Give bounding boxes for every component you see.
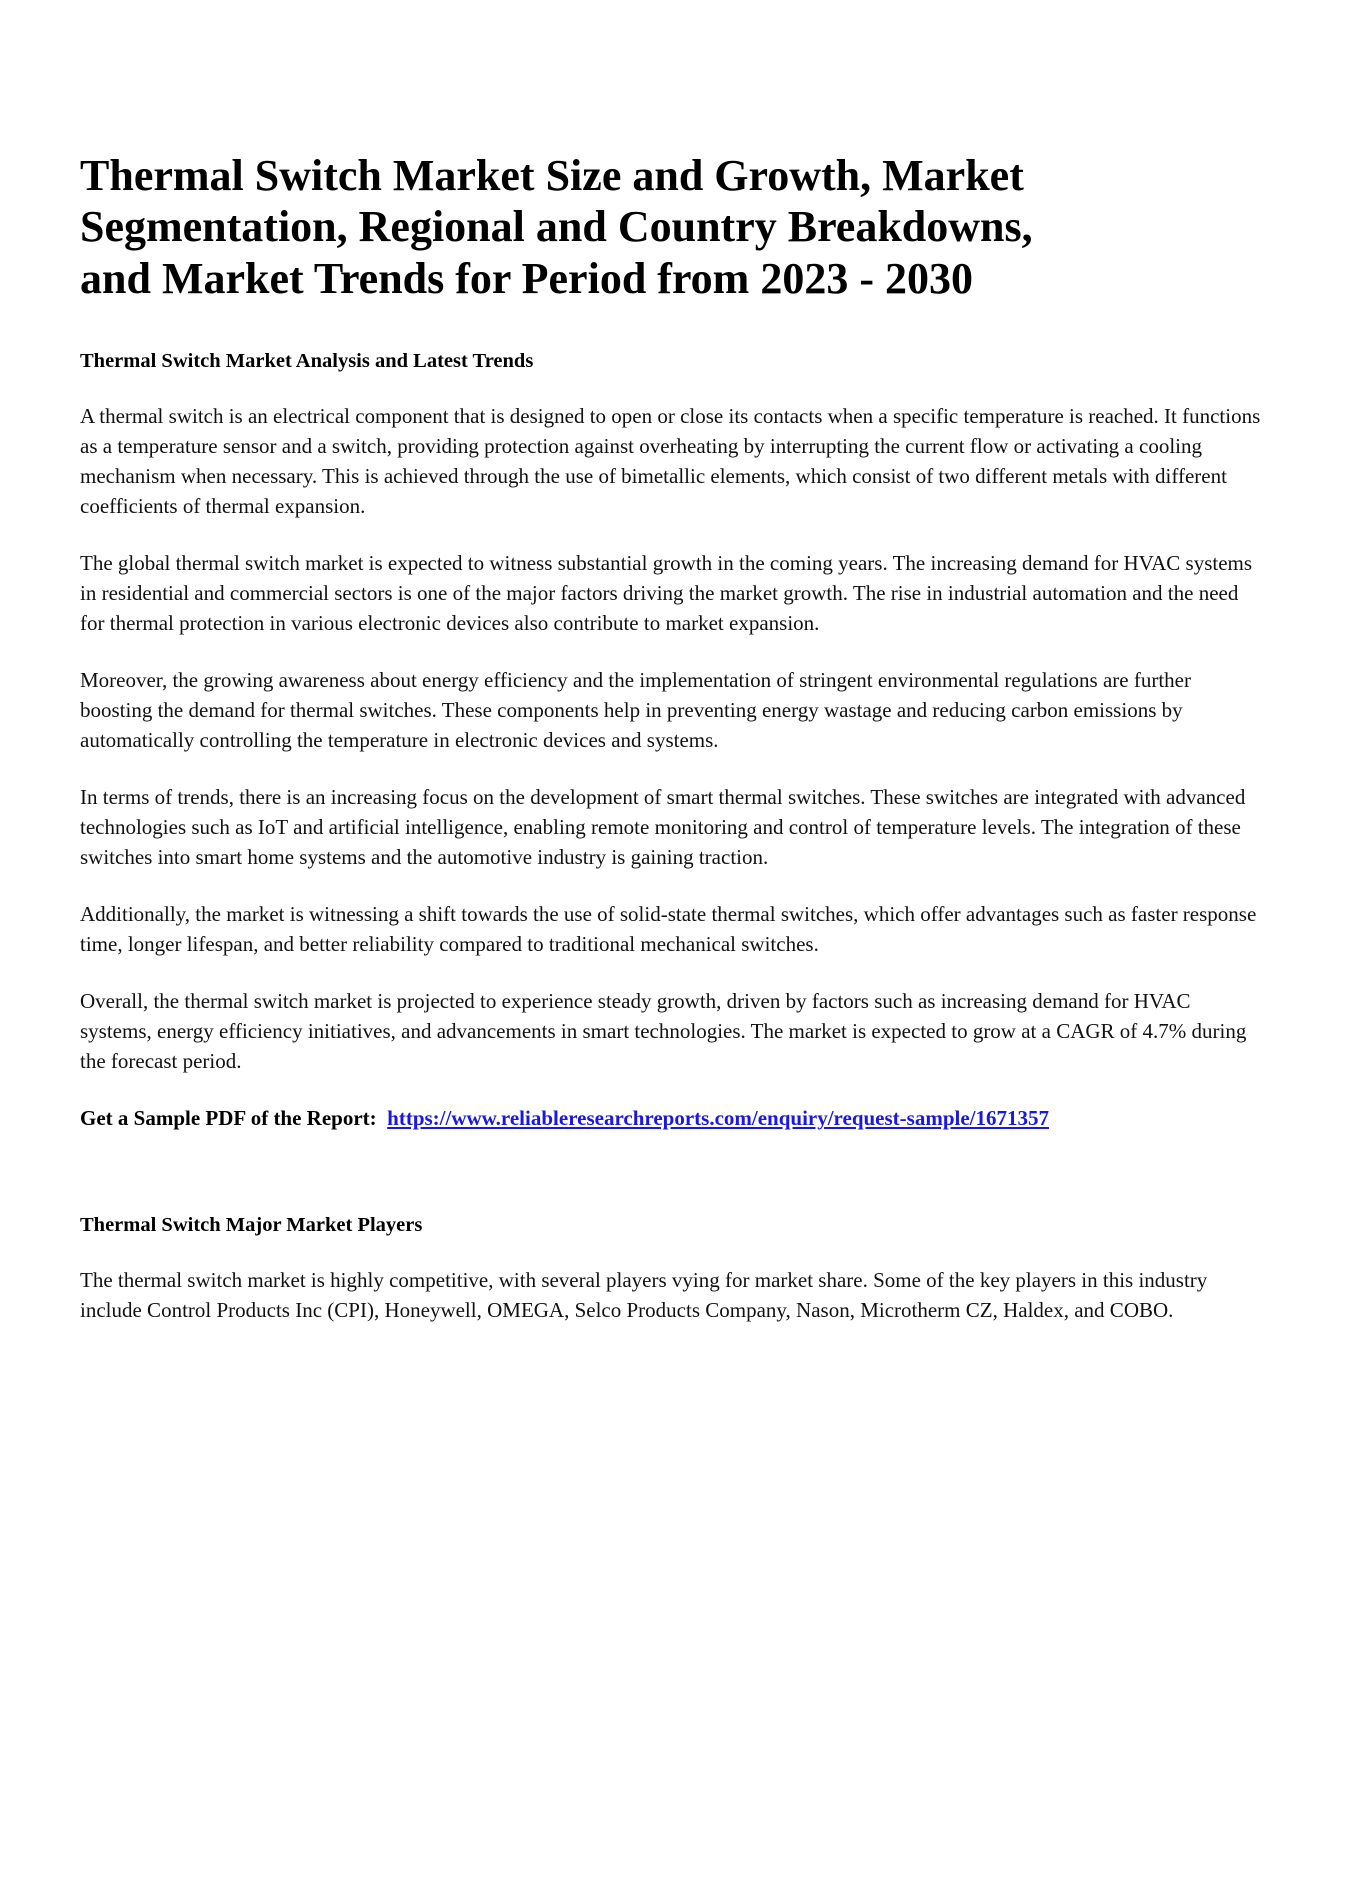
sample-pdf-line — [80, 1103, 1265, 1133]
request-sample-link[interactable]: https://www.reliableresearchreports.com/enquiry/request-sample/1671357 — [387, 1106, 1049, 1131]
paragraph-overall-outlook: Overall, the thermal switch market is projected to experience steady growth, driven by factors such as increasing demand for HVAC systems, energy efficiency initiatives, and advancements in smart technologies. The market is expected to grow at a CAGR of 4.7% during the forecast period. — [80, 989, 1247, 1074]
paragraph-definition: A thermal switch is an electrical component that is designed to open or close its contacts when a specific temperature is reached. It functions as a temperature sensor and a switch, providing protection against overheating by interrupting the current flow or activating a cooling mechanism when necessary. This is achieved through the use of bimetallic elements, which consist of two different metals with different coefficients of thermal expansion. — [80, 404, 1261, 519]
paragraph-major-players: The thermal switch market is highly competitive, with several players vying for market share. Some of the key players in this industry include Control Products Inc (CPI), Honeywell, OMEGA, Selco Products Company, Nason, Microtherm CZ, Haldex, and COBO. — [80, 1267, 1208, 1322]
analysis-section-heading: Thermal Switch Market Analysis and Latest Trends — [80, 350, 534, 373]
paragraph-smart-trends: In terms of trends, there is an increasing focus on the development of smart thermal switches. These switches are integrated with advanced technologies such as IoT and artificial intelligence, enabling remote monitoring and control of temperature levels. The integration of these switches into smart home systems and the automotive industry is gaining traction. — [80, 785, 1246, 870]
page-title: Thermal Switch Market Size and Growth, Market Segmentation, Regional and Country Breakdowns, and Market Trends for Period from 2023 - 2030 — [80, 151, 1033, 303]
paragraph-market-growth: The global thermal switch market is expected to witness substantial growth in the coming years. The increasing demand for HVAC systems in residential and commercial sectors is one of the major factors driving the market growth. The rise in industrial automation and the need for thermal protection in various electronic devices also contribute to market expansion. — [80, 551, 1253, 636]
section-spacer — [80, 1160, 1265, 1212]
sample-pdf-label: Get a Sample PDF of the Report: — [80, 1106, 377, 1131]
major-players-heading: Thermal Switch Major Market Players — [80, 1214, 423, 1237]
paragraph-solid-state: Additionally, the market is witnessing a shift towards the use of solid-state thermal switches, which offer advantages such as faster response time, longer lifespan, and better reliability compared to traditional mechanical switches. — [80, 902, 1257, 957]
paragraph-energy-efficiency: Moreover, the growing awareness about energy efficiency and the implementation of stringent environmental regulations are further boosting the demand for thermal switches. These components help in preventing energy wastage and reducing carbon emissions by automatically controlling the temperature in electronic devices and systems. — [80, 668, 1192, 753]
